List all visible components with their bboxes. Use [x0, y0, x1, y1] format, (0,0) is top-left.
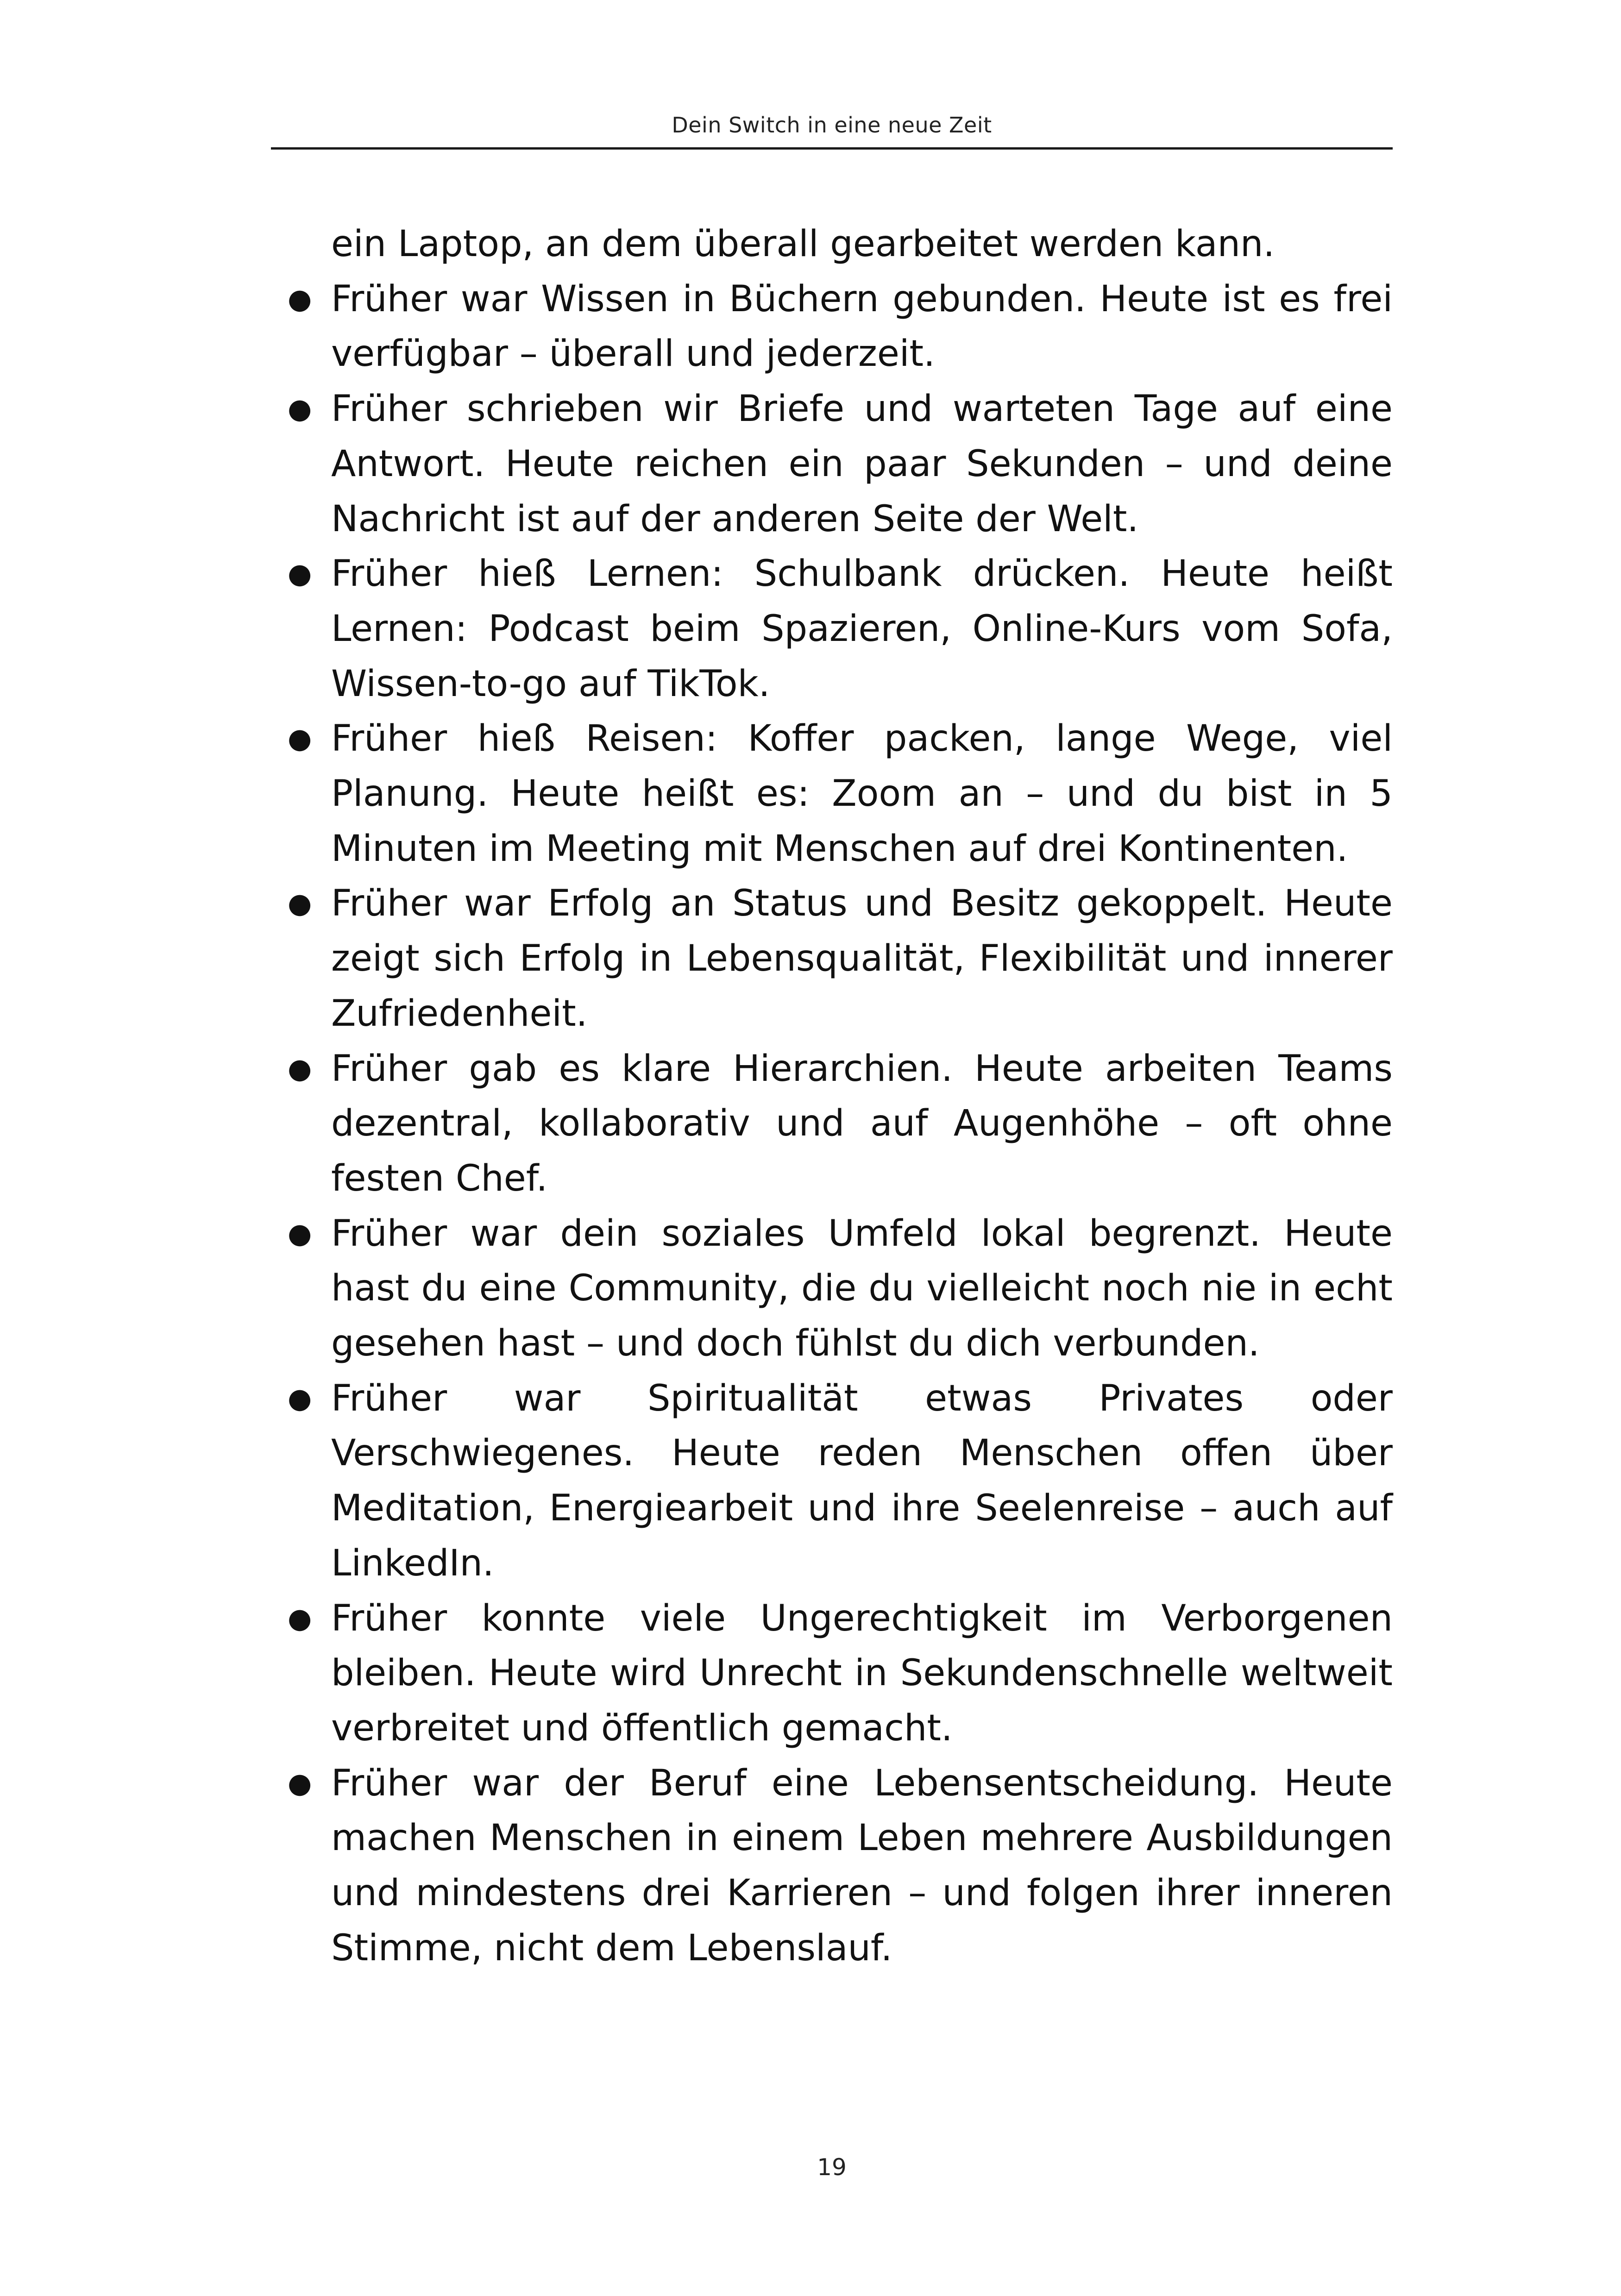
- list-item-text: Früher war dein soziales Umfeld lokal begrenzt. Heute hast du eine Community, die du vielleicht noch nie in echt gesehen hast – und doch fühlst du dich verbunden.: [331, 1212, 1393, 1365]
- list-item-text: Früher war Spiritualität etwas Privates oder Verschwiegenes. Heute reden Menschen offen über Meditation, Energiearbeit und ihre Seelenreise – auch auf LinkedIn.: [331, 1377, 1393, 1584]
- list-item: [271, 546, 1393, 711]
- bullet-icon: ●: [288, 282, 312, 315]
- list-item-text: Früher war Erfolg an Status und Besitz gekoppelt. Heute zeigt sich Erfolg in Lebensqualität, Flexibilität und innerer Zufriedenheit.: [331, 883, 1393, 1035]
- bullet-icon: ●: [288, 1602, 312, 1635]
- list-item: [271, 272, 1393, 382]
- page-body: [271, 217, 1393, 1976]
- list-item: [271, 876, 1393, 1041]
- page-number: 19: [817, 2154, 847, 2181]
- list-item: [271, 1041, 1393, 1206]
- header-divider: [271, 147, 1393, 150]
- bullet-icon: ●: [288, 393, 312, 426]
- bullet-icon: ●: [288, 1052, 312, 1085]
- bullet-icon: ●: [288, 887, 312, 920]
- list-item-text: Früher schrieben wir Briefe und warteten Tage auf eine Antwort. Heute reichen ein paar Sekunden – und deine Nachricht ist auf der anderen Seite der Welt.: [331, 388, 1393, 540]
- list-item: [271, 1756, 1393, 1976]
- list-item-text: Früher war der Beruf eine Lebensentscheidung. Heute machen Menschen in einem Leben mehrere Ausbildungen und mindestens drei Karrieren – und folgen ihrer inneren Stimme, nicht dem Lebenslauf.: [331, 1762, 1393, 1969]
- bullet-icon: ●: [288, 1382, 312, 1415]
- list-item: [271, 711, 1393, 876]
- bullet-icon: ●: [288, 722, 312, 755]
- list-item: [271, 382, 1393, 546]
- bullet-icon: ●: [288, 1767, 312, 1800]
- list-item: [271, 1371, 1393, 1591]
- list-item-text: Früher war Wissen in Büchern gebunden. Heute ist es frei verfügbar – überall und jederzeit.: [331, 278, 1393, 375]
- list-item-text: Früher hieß Lernen: Schulbank drücken. Heute heißt Lernen: Podcast beim Spazieren, Online-Kurs vom Sofa, Wissen-to-go auf TikTok.: [331, 553, 1393, 705]
- running-header: Dein Switch in eine neue Zeit: [672, 113, 992, 138]
- bullet-icon: ●: [288, 1217, 312, 1250]
- list-item: [271, 1591, 1393, 1756]
- list-item-text: Früher hieß Reisen: Koffer packen, lange Wege, viel Planung. Heute heißt es: Zoom an – und du bist in 5 Minuten im Meeting mit Menschen auf drei Kontinenten.: [331, 718, 1393, 870]
- list-item-text: Früher gab es klare Hierarchien. Heute arbeiten Teams dezentral, kollaborativ und auf Augenhöhe – oft ohne festen Chef.: [331, 1048, 1393, 1199]
- list-item: [271, 1206, 1393, 1371]
- bullet-list: [271, 272, 1393, 1976]
- continuation-line: ein Laptop, an dem überall gearbeitet werden kann.: [331, 223, 1275, 265]
- list-item-text: Früher konnte viele Ungerechtigkeit im Verborgenen bleiben. Heute wird Unrecht in Sekundenschnelle weltweit verbreitet und öffentlich gemacht.: [331, 1597, 1393, 1749]
- bullet-icon: ●: [288, 558, 312, 590]
